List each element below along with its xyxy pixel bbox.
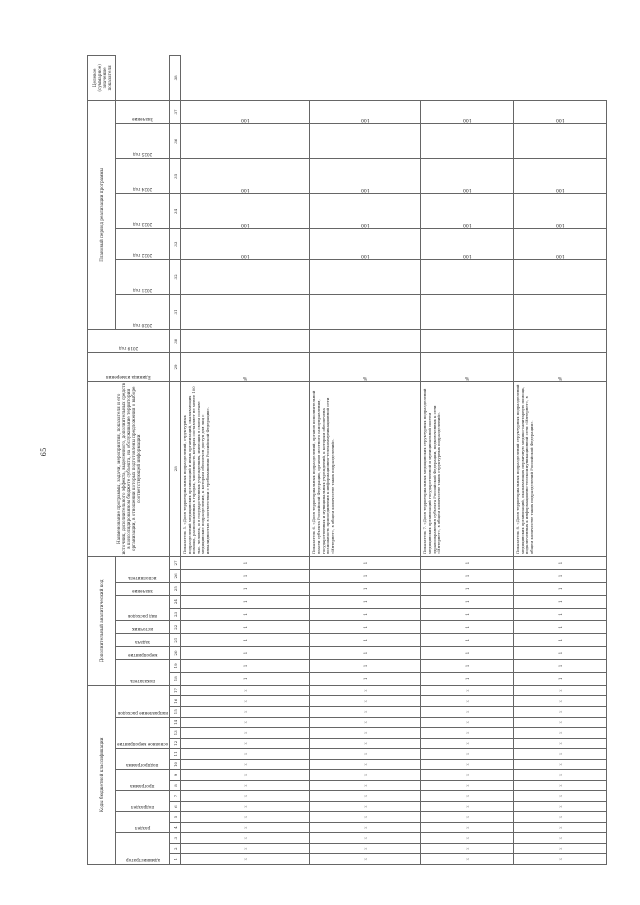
code-col-source: источник xyxy=(116,621,170,634)
additional-code-cell: 1 xyxy=(421,557,514,570)
column-number: 17 xyxy=(170,685,181,696)
value-cell: 100 xyxy=(181,100,310,123)
value-cell: 100 xyxy=(310,159,421,194)
additional-code-cell: 1 xyxy=(421,672,514,685)
additional-code-cell: 1 xyxy=(181,647,310,660)
column-number: 34 xyxy=(170,194,181,229)
code-col-section: раздел xyxy=(116,812,170,833)
column-number: 9 xyxy=(170,770,181,781)
indicator-table xyxy=(87,55,607,865)
additional-code-cell: 1 xyxy=(514,672,607,685)
code-cell: х xyxy=(421,749,514,760)
indicator-description: Показатель 8. «Доля территориальных подразделений структурных подразделений медицинских организаций, оказывающих первичную медико-санитарную помощь, подключенных к информационно-телекоммуникационной сети «Интернет», в общем количестве таких подразделений Российской Федерации». xyxy=(514,381,607,557)
code-cell: х xyxy=(181,854,310,865)
code-cell: х xyxy=(310,801,421,812)
code-cell: х xyxy=(310,728,421,739)
code-cell: х xyxy=(514,822,607,833)
code-cell: х xyxy=(514,738,607,749)
value-cell: 100 xyxy=(514,100,607,123)
column-number: 20 xyxy=(170,647,181,660)
value-cell: 100 xyxy=(421,229,514,259)
code-cell: х xyxy=(514,801,607,812)
code-cell: х xyxy=(181,696,310,707)
code-cell: х xyxy=(310,833,421,844)
column-number: 12 xyxy=(170,738,181,749)
code-cell: х xyxy=(514,854,607,865)
code-col-main-event: основное мероприятие xyxy=(116,717,170,749)
code-cell: х xyxy=(514,759,607,770)
code-cell: х xyxy=(514,696,607,707)
additional-code-cell: 1 xyxy=(181,569,310,582)
value-cell xyxy=(514,330,607,353)
value-cell xyxy=(514,259,607,294)
indicator-name-header: Наименование программы, задачи, мероприятия, показателя и его источник, дополнительного эффекта, выделенного, дополнительных средств в консолидированном бюджете субъекта, на обслуживание территории организации, в отношении которых подготовлены предложения о выборе соответствующей информации xyxy=(88,381,170,557)
additional-code-cell: 1 xyxy=(421,659,514,672)
additional-code-cell: 1 xyxy=(514,608,607,621)
additional-code-cell: 1 xyxy=(514,634,607,647)
additional-code-cell: 1 xyxy=(421,595,514,608)
code-col-indicator: показатель xyxy=(116,659,170,685)
column-number: 2 xyxy=(170,843,181,854)
code-cell: х xyxy=(181,707,310,718)
code-col-administrator: администратор xyxy=(116,833,170,865)
value-cell xyxy=(421,259,514,294)
code-cell: х xyxy=(181,780,310,791)
value-cell: 100 xyxy=(310,100,421,123)
column-number: 24 xyxy=(170,595,181,608)
column-number: 23 xyxy=(170,608,181,621)
additional-code-cell: 1 xyxy=(514,582,607,595)
value-cell xyxy=(181,294,310,329)
base-year-header: 2019 год xyxy=(88,330,170,353)
column-number: 18 xyxy=(170,672,181,685)
indicator-table-sheet xyxy=(87,55,607,865)
column-number: 25 xyxy=(170,582,181,595)
column-number: 4 xyxy=(170,822,181,833)
additional-code-cell: 1 xyxy=(514,569,607,582)
code-cell: х xyxy=(421,791,514,802)
code-cell: х xyxy=(181,770,310,781)
code-cell: х xyxy=(181,822,310,833)
value-cell: 100 xyxy=(310,229,421,259)
column-number: 22 xyxy=(170,621,181,634)
code-cell: х xyxy=(181,801,310,812)
code-cell: х xyxy=(514,728,607,739)
column-number: 16 xyxy=(170,696,181,707)
code-cell: х xyxy=(421,696,514,707)
value-cell: 100 xyxy=(310,194,421,229)
additional-code-cell: 1 xyxy=(181,659,310,672)
additional-code-cell: 1 xyxy=(181,595,310,608)
value-cell: 100 xyxy=(421,194,514,229)
code-cell: х xyxy=(421,770,514,781)
additional-code-cell: 1 xyxy=(421,634,514,647)
code-cell: х xyxy=(181,728,310,739)
column-number: 6 xyxy=(170,801,181,812)
additional-code-cell: 1 xyxy=(514,557,607,570)
column-number: 5 xyxy=(170,812,181,823)
column-number: 14 xyxy=(170,717,181,728)
code-cell: х xyxy=(514,685,607,696)
column-number: 27 xyxy=(170,557,181,570)
code-cell: х xyxy=(181,685,310,696)
column-number: 37 xyxy=(170,100,181,123)
unit-cell: % xyxy=(514,353,607,381)
column-number: 21 xyxy=(170,634,181,647)
value-cell xyxy=(310,294,421,329)
value-cell xyxy=(421,330,514,353)
value-cell: 100 xyxy=(514,229,607,259)
additional-code-cell: 1 xyxy=(310,608,421,621)
column-number: 19 xyxy=(170,659,181,672)
additional-code-cell: 1 xyxy=(181,634,310,647)
additional-code-cell: 1 xyxy=(310,659,421,672)
code-cell: х xyxy=(310,770,421,781)
table-row xyxy=(421,56,514,865)
code-col-task: задача xyxy=(116,634,170,647)
code-cell: х xyxy=(514,812,607,823)
table-row xyxy=(310,56,421,865)
planning-period-header: Плановый период реализации программы xyxy=(88,100,116,329)
code-cell: х xyxy=(421,833,514,844)
code-cell: х xyxy=(421,728,514,739)
column-number: 10 xyxy=(170,759,181,770)
code-cell: х xyxy=(310,685,421,696)
code-col-direction: направление расходов xyxy=(116,685,170,717)
additional-code-cell: 1 xyxy=(310,595,421,608)
code-col-program: программа xyxy=(116,770,170,791)
additional-code-cell: 1 xyxy=(181,608,310,621)
table-row xyxy=(514,56,607,865)
year-header-6: 2025 год xyxy=(116,124,170,159)
code-cell: х xyxy=(514,749,607,760)
column-number: 31 xyxy=(170,294,181,329)
code-cell: х xyxy=(310,854,421,865)
additional-code-cell: 1 xyxy=(310,557,421,570)
value-cell xyxy=(181,259,310,294)
budget-classification-header: Коды бюджетной классификации xyxy=(88,685,116,864)
code-cell: х xyxy=(310,717,421,728)
year-header-1: 2020 год xyxy=(116,294,170,329)
additional-code-cell: 1 xyxy=(310,621,421,634)
code-cell: х xyxy=(514,791,607,802)
column-number: 38 xyxy=(170,56,181,101)
additional-code-cell: 1 xyxy=(181,582,310,595)
column-number: 13 xyxy=(170,728,181,739)
column-number: 30 xyxy=(170,330,181,353)
column-number: 3 xyxy=(170,833,181,844)
code-cell: х xyxy=(310,738,421,749)
value-cell xyxy=(421,124,514,159)
code-col-value: значение xyxy=(116,582,170,595)
unit-cell: % xyxy=(181,353,310,381)
additional-code-cell: 1 xyxy=(421,569,514,582)
code-cell: х xyxy=(310,696,421,707)
final-value-subheader: Значение xyxy=(116,100,170,123)
additional-code-cell: 1 xyxy=(514,595,607,608)
value-cell: 100 xyxy=(514,194,607,229)
column-number: 33 xyxy=(170,229,181,259)
code-cell: х xyxy=(181,738,310,749)
code-cell: х xyxy=(514,780,607,791)
column-number: 29 xyxy=(170,353,181,381)
code-cell: х xyxy=(181,717,310,728)
additional-code-cell: 1 xyxy=(421,608,514,621)
value-cell xyxy=(514,124,607,159)
code-cell: х xyxy=(514,707,607,718)
code-cell: х xyxy=(421,822,514,833)
additional-code-cell: 1 xyxy=(421,647,514,660)
column-number: 36 xyxy=(170,124,181,159)
code-cell: х xyxy=(181,833,310,844)
code-cell: х xyxy=(421,759,514,770)
code-cell: х xyxy=(181,759,310,770)
code-cell: х xyxy=(514,717,607,728)
code-cell: х xyxy=(514,843,607,854)
table-row xyxy=(181,56,310,865)
code-col-subsection: подраздел xyxy=(116,791,170,812)
additional-code-cell: 1 xyxy=(181,621,310,634)
code-cell: х xyxy=(310,707,421,718)
column-number: 32 xyxy=(170,259,181,294)
value-cell xyxy=(181,124,310,159)
page-number: 65 xyxy=(40,447,48,457)
additional-code-cell: 1 xyxy=(421,621,514,634)
column-number: 11 xyxy=(170,749,181,760)
code-cell: х xyxy=(421,854,514,865)
value-cell xyxy=(181,330,310,353)
column-number: 15 xyxy=(170,707,181,718)
final-value-header: Целевое (суммарное) значение показателя xyxy=(88,56,116,101)
code-col-subprogram: подпрограмма xyxy=(116,749,170,770)
indicator-description: Показатель 6. «Доля территориальных подразделений, органов исполнительной власти субъекта Российской Федерации, органов местного самоуправления, государственных и муниципальных учреждений, к которым обеспечена возможность присоединения к информационно-телекоммуникационной сети «Интернет», в общем количестве таких подразделений». xyxy=(310,381,421,557)
code-cell: х xyxy=(181,791,310,802)
additional-code-cell: 1 xyxy=(310,582,421,595)
code-cell: х xyxy=(310,780,421,791)
year-header-5: 2024 год xyxy=(116,159,170,194)
unit-header: Единица измерения xyxy=(88,353,170,381)
unit-cell: % xyxy=(310,353,421,381)
value-cell: 100 xyxy=(181,159,310,194)
code-cell: х xyxy=(310,759,421,770)
code-cell: х xyxy=(421,707,514,718)
code-col-executor: исполнитель xyxy=(116,557,170,583)
code-cell: х xyxy=(421,801,514,812)
code-cell: х xyxy=(310,822,421,833)
additional-code-cell: 1 xyxy=(514,659,607,672)
code-cell: х xyxy=(181,843,310,854)
code-cell: х xyxy=(310,843,421,854)
code-cell: х xyxy=(421,812,514,823)
code-cell: х xyxy=(421,685,514,696)
indicator-description: Показатель 7. «Доля территориальных медицинских структурных подразделений медицинских организаций государственной и муниципальной систем здравоохранения субъекта Российской Федерации, подключенных к сети «Интернет», в общем количестве таких структурных подразделений». xyxy=(421,381,514,557)
column-number: 1 xyxy=(170,854,181,865)
additional-code-cell: 1 xyxy=(181,557,310,570)
additional-code-cell: 1 xyxy=(421,582,514,595)
additional-code-header: Дополнительный аналитический код xyxy=(88,557,116,686)
code-col-expense-type: вид расходов xyxy=(116,595,170,621)
code-cell: х xyxy=(310,791,421,802)
indicator-description: Показатель 5. «Доля территориальных подразделений, структурных подразделений медицинских организаций и иных организаций, оказывающих помощь, расположенных в городах, численность которых составляет не менее 100 тыс. человек, и в государственных учреждениях, имеющих в своем составе медицинские подразделения, к которым обеспечен доступ для лиц с инвалидностью в соответствии с требованиями Российской Федерации». xyxy=(181,381,310,557)
additional-code-cell: 1 xyxy=(310,647,421,660)
code-cell: х xyxy=(514,833,607,844)
column-number: 35 xyxy=(170,159,181,194)
year-header-3: 2022 год xyxy=(116,229,170,259)
column-number: 26 xyxy=(170,569,181,582)
code-cell: х xyxy=(181,812,310,823)
code-cell: х xyxy=(421,738,514,749)
value-cell xyxy=(514,294,607,329)
code-cell: х xyxy=(310,749,421,760)
code-col-event: мероприятие xyxy=(116,647,170,660)
value-cell xyxy=(310,259,421,294)
value-cell xyxy=(421,294,514,329)
code-cell: х xyxy=(421,780,514,791)
additional-code-cell: 1 xyxy=(181,672,310,685)
additional-code-cell: 1 xyxy=(310,634,421,647)
value-cell xyxy=(310,124,421,159)
code-cell: х xyxy=(181,749,310,760)
value-cell: 100 xyxy=(181,229,310,259)
value-cell: 100 xyxy=(181,194,310,229)
column-number: 7 xyxy=(170,791,181,802)
year-header-2: 2021 год xyxy=(116,259,170,294)
unit-cell: % xyxy=(421,353,514,381)
value-cell: 100 xyxy=(421,100,514,123)
column-number: 28 xyxy=(170,381,181,557)
value-cell xyxy=(310,330,421,353)
value-cell: 100 xyxy=(514,159,607,194)
code-cell: х xyxy=(310,812,421,823)
code-cell: х xyxy=(421,843,514,854)
code-cell: х xyxy=(514,770,607,781)
additional-code-cell: 1 xyxy=(310,569,421,582)
additional-code-cell: 1 xyxy=(310,672,421,685)
additional-code-cell: 1 xyxy=(514,621,607,634)
column-number: 8 xyxy=(170,780,181,791)
value-cell: 100 xyxy=(421,159,514,194)
additional-code-cell: 1 xyxy=(514,647,607,660)
year-header-4: 2023 год xyxy=(116,194,170,229)
code-cell: х xyxy=(421,717,514,728)
